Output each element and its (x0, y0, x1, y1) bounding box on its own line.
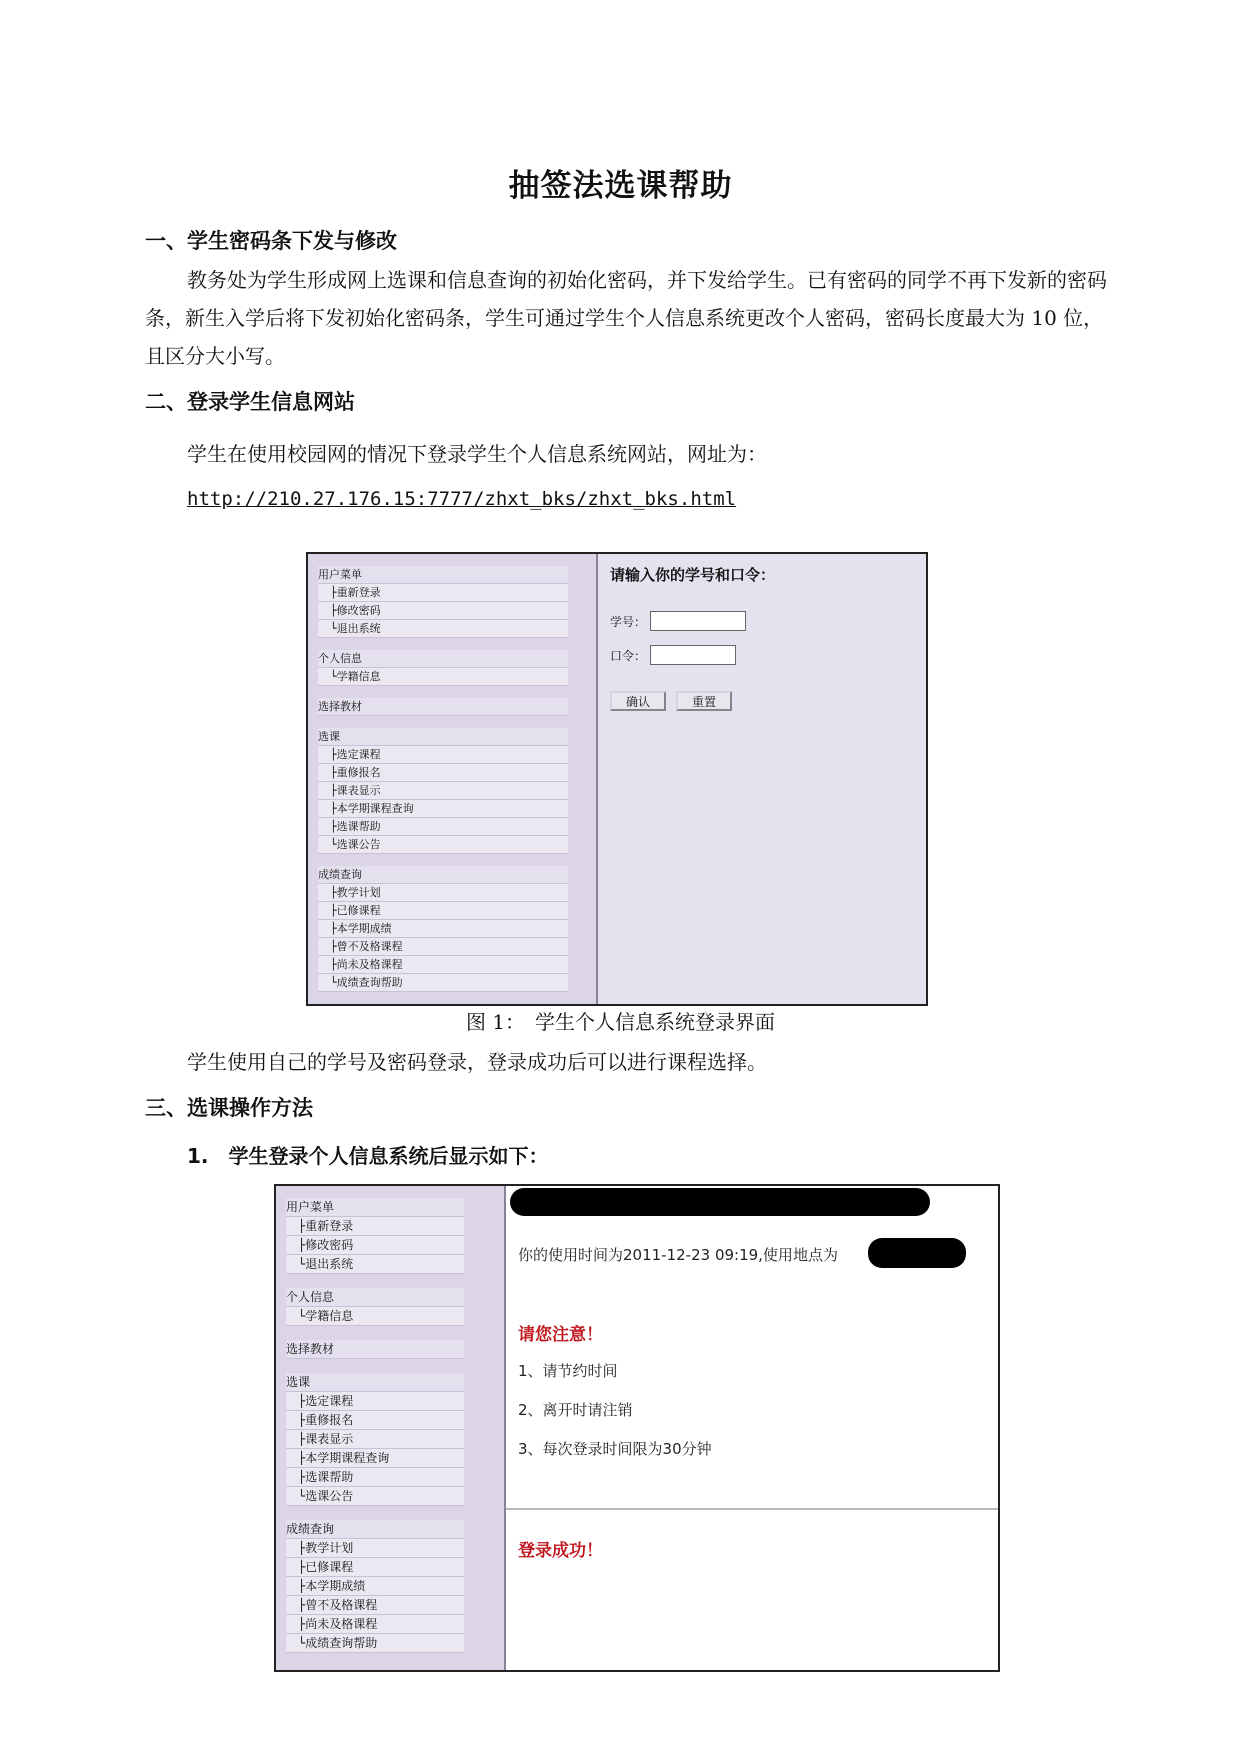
menu-group-heading: 用户菜单 (286, 1198, 464, 1217)
menu-group-heading: 成绩查询 (286, 1520, 464, 1539)
menu-item[interactable]: ├曾不及格课程 (286, 1596, 464, 1615)
menu-item[interactable]: └学籍信息 (318, 668, 568, 686)
menu-item[interactable]: └选课公告 (286, 1487, 464, 1506)
section-2-intro: 学生在使用校园网的情况下登录学生个人信息系统网站，网址为： (187, 442, 767, 466)
menu-group-heading: 个人信息 (318, 650, 568, 668)
menu-gap (286, 1359, 464, 1373)
menu-item[interactable]: ├重新登录 (286, 1217, 464, 1236)
menu-item[interactable]: ├已修课程 (286, 1558, 464, 1577)
login-panel (598, 554, 926, 1004)
menu-gap (318, 854, 568, 866)
menu-group-heading: 选择教材 (318, 698, 568, 716)
menu-item[interactable]: └退出系统 (286, 1255, 464, 1274)
system-url-link[interactable]: http://210.27.176.15:7777/zhxt_bks/zhxt_bks.html (187, 488, 737, 510)
confirm-button[interactable]: 确认 (610, 691, 666, 711)
menu-item[interactable]: ├重修报名 (286, 1411, 464, 1430)
welcome-panel (506, 1186, 998, 1670)
menu-item[interactable]: ├已修课程 (318, 902, 568, 920)
divider (506, 1508, 998, 1510)
login-success-text: 登录成功！ (518, 1541, 603, 1561)
menu-group-heading: 用户菜单 (318, 566, 568, 584)
menu-gap (286, 1274, 464, 1288)
student-id-row (610, 611, 914, 631)
menu-item[interactable]: ├本学期课程查询 (286, 1449, 464, 1468)
student-id-input[interactable] (650, 611, 746, 631)
menu-item[interactable]: ├本学期成绩 (318, 920, 568, 938)
menu-item[interactable]: └退出系统 (318, 620, 568, 638)
login-prompt: 请输入你的学号和口令： (610, 566, 776, 584)
section-3-heading: 三、选课操作方法 (145, 1096, 313, 1120)
menu-item[interactable]: ├修改密码 (286, 1236, 464, 1255)
menu-item[interactable]: ├尚未及格课程 (318, 956, 568, 974)
menu-sidebar (276, 1186, 506, 1670)
menu-gap (318, 686, 568, 698)
menu-item[interactable]: ├重修报名 (318, 764, 568, 782)
menu-list (286, 1198, 504, 1653)
login-screenshot (306, 552, 928, 1006)
section-2-heading: 二、登录学生信息网站 (145, 390, 355, 414)
step-1-text: 1. 学生登录个人信息系统后显示如下： (187, 1144, 549, 1168)
menu-group-heading: 个人信息 (286, 1288, 464, 1307)
reset-button[interactable]: 重置 (676, 691, 732, 711)
menu-item[interactable]: ├本学期课程查询 (318, 800, 568, 818)
password-row (610, 645, 914, 665)
menu-gap (318, 638, 568, 650)
menu-item[interactable]: ├课表显示 (286, 1430, 464, 1449)
password-input[interactable] (650, 645, 736, 665)
menu-group-heading: 选择教材 (286, 1340, 464, 1359)
redacted-location-block (868, 1238, 966, 1268)
menu-group-heading: 选课 (318, 728, 568, 746)
menu-list (318, 566, 596, 992)
welcome-screenshot (274, 1184, 1000, 1672)
menu-item[interactable]: ├重新登录 (318, 584, 568, 602)
menu-item[interactable]: ├修改密码 (318, 602, 568, 620)
menu-group-heading: 成绩查询 (318, 866, 568, 884)
notice-heading: 请您注意！ (518, 1325, 603, 1345)
menu-item[interactable]: ├选课帮助 (318, 818, 568, 836)
menu-item[interactable]: └成绩查询帮助 (286, 1634, 464, 1653)
menu-item[interactable]: ├选定课程 (286, 1392, 464, 1411)
menu-item[interactable]: ├选定课程 (318, 746, 568, 764)
menu-group-heading: 选课 (286, 1373, 464, 1392)
menu-item[interactable]: ├本学期成绩 (286, 1577, 464, 1596)
menu-item[interactable]: ├曾不及格课程 (318, 938, 568, 956)
menu-gap (318, 716, 568, 728)
menu-item[interactable]: ├尚未及格课程 (286, 1615, 464, 1634)
page-title: 抽签法选课帮助 (508, 168, 733, 204)
menu-item[interactable]: ├教学计划 (318, 884, 568, 902)
notice-item-2: 2、离开时请注销 (518, 1401, 633, 1419)
menu-item[interactable]: └选课公告 (318, 836, 568, 854)
notice-item-3: 3、每次登录时间限为30分钟 (518, 1440, 712, 1458)
menu-gap (286, 1506, 464, 1520)
menu-gap (286, 1326, 464, 1340)
menu-item[interactable]: └学籍信息 (286, 1307, 464, 1326)
redacted-username-block (510, 1188, 930, 1216)
login-buttons (610, 691, 914, 711)
notice-item-1: 1、请节约时间 (518, 1362, 618, 1380)
section-1-heading: 一、学生密码条下发与修改 (145, 229, 397, 253)
menu-item[interactable]: ├选课帮助 (286, 1468, 464, 1487)
menu-sidebar (308, 554, 598, 1004)
figure-1-caption: 图 1： 学生个人信息系统登录界面 (465, 1010, 776, 1034)
usage-text: 你的使用时间为2011-12-23 09:19,使用地点为 (518, 1246, 838, 1264)
section-1-body: 教务处为学生形成网上选课和信息查询的初始化密码，并下发给学生。已有密码的同学不再下发新的密码条，新生入学后将下发初始化密码条，学生可通过学生个人信息系统更改个人密码，密码长度最大为 10 位，且区分大小写。 (145, 268, 1107, 368)
menu-item[interactable]: ├课表显示 (318, 782, 568, 800)
student-id-label: 学号： (610, 614, 647, 629)
menu-item[interactable]: ├教学计划 (286, 1539, 464, 1558)
usage-info (518, 1244, 838, 1265)
password-label: 口令： (610, 648, 647, 663)
section-2-after: 学生使用自己的学号及密码登录，登录成功后可以进行课程选择。 (187, 1050, 767, 1074)
menu-item[interactable]: └成绩查询帮助 (318, 974, 568, 992)
